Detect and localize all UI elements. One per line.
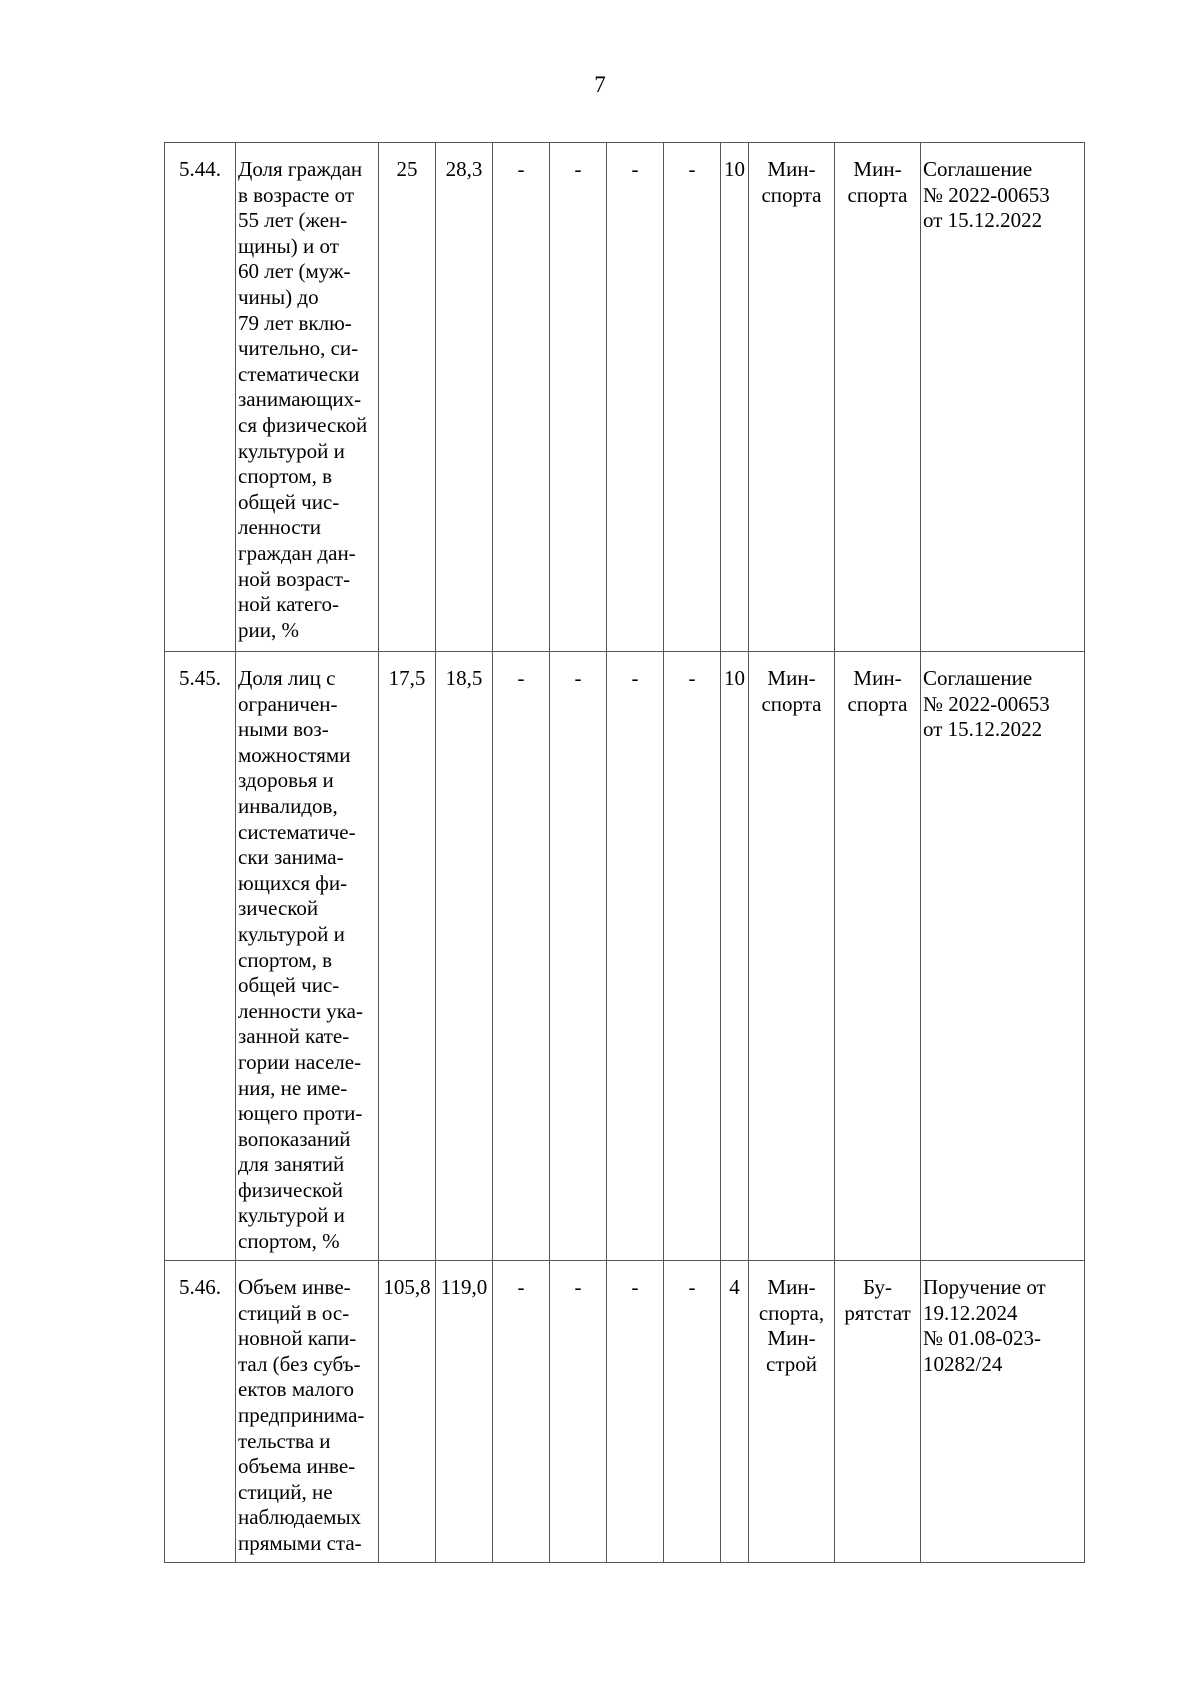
value-cell: - [493,652,550,1261]
indicator-name-line: щины) и от [238,233,339,258]
value-cell: - [607,652,664,1261]
indicator-name-line: занной кате- [238,1024,350,1049]
source-cell-line: спорта [847,182,908,207]
source-cell [835,652,921,1261]
indicator-name-line: рии, % [238,617,299,642]
indicator-name-line: стиций, не [238,1479,333,1504]
value-cell: 17,5 [379,652,436,1261]
indicator-name [236,652,379,1261]
basis-cell-line: 19.12.2024 [923,1300,1018,1325]
basis-cell [921,1261,1085,1563]
value-cell: 10 [721,143,749,652]
indicator-name-line: в возрасте от [238,182,355,207]
indicator-name-line: новной капи- [238,1326,357,1351]
indicator-name-line: систематиче- [238,819,356,844]
indicator-name-line: ски занима- [238,845,344,870]
indicator-name-line: зической [238,896,319,921]
responsible-cell-line: Мин- [767,1275,816,1299]
indicator-name-line: можностями [238,742,351,767]
row-number: 5.45. [165,652,236,1261]
indicator-name-line: спортом, в [238,947,332,972]
basis-cell-line: № 01.08-023- [923,1326,1042,1351]
indicator-name-line: культурой и [238,921,345,946]
source-cell [835,143,921,652]
value-cell: - [607,1261,664,1563]
indicator-name-line: ния, не име- [238,1075,348,1100]
indicator-name-line: стиций в ос- [238,1300,350,1325]
indicator-name-line: ющихся фи- [238,870,348,895]
row-number: 5.44. [165,143,236,652]
indicator-name-line: Доля граждан [238,157,363,181]
source-cell [835,1261,921,1563]
basis-cell-line: № 2022-00653 [923,182,1050,207]
basis-cell-line: 10282/24 [923,1351,1003,1376]
table-row [165,652,1085,1261]
responsible-cell-line: Мин- [767,666,816,690]
indicator-name-line: чины) до [238,284,319,309]
indicator-name-line: Доля лиц с [238,666,336,690]
source-cell-line: спорта [847,691,908,716]
basis-cell-line: от 15.12.2022 [923,717,1043,742]
indicator-name-line: стематически [238,361,360,386]
indicator-name-line: здоровья и [238,768,334,793]
responsible-cell-line: строй [766,1351,817,1376]
responsible-cell-line: спорта [761,182,822,207]
indicator-name-line: тал (без субъ- [238,1351,361,1376]
indicator-name [236,143,379,652]
source-cell-line: Мин- [853,157,902,181]
indicator-name-line: чительно, си- [238,336,359,361]
indicator-name-line: ными воз- [238,717,329,742]
indicator-name-line: спортом, % [238,1229,340,1254]
indicator-name-line: прямыми ста- [238,1530,362,1555]
indicator-name-line: ющего проти- [238,1101,363,1126]
basis-cell-line: Соглашение [923,157,1033,181]
value-cell: - [550,143,607,652]
indicator-name-line: инвалидов, [238,793,338,818]
responsible-cell [749,1261,835,1563]
value-cell: - [664,652,721,1261]
value-cell: 25 [379,143,436,652]
responsible-cell-line: Мин- [767,157,816,181]
basis-cell [921,652,1085,1261]
source-cell-line: Бу- [862,1275,893,1299]
value-cell: - [550,652,607,1261]
indicators-table [164,142,1085,1563]
indicator-name-line: занимающих- [238,387,362,412]
indicator-name-line: культурой и [238,1203,345,1228]
value-cell: - [664,143,721,652]
responsible-cell-line: Мин- [767,1326,816,1351]
basis-cell-line: № 2022-00653 [923,691,1050,716]
value-cell: 10 [721,652,749,1261]
value-cell: - [550,1261,607,1563]
basis-cell-line: Поручение от [923,1275,1046,1299]
table-body [165,143,1085,1563]
indicator-name-line: 55 лет (жен- [238,208,348,233]
value-cell: 4 [721,1261,749,1563]
value-cell: 18,5 [436,652,493,1261]
indicator-name-line: предпринима- [238,1402,365,1427]
table-row [165,143,1085,652]
indicator-name-line: ленности ука- [238,998,363,1023]
indicator-name-line: граждан дан- [238,540,356,565]
value-cell: 28,3 [436,143,493,652]
responsible-cell-line: спорта, [758,1300,825,1325]
indicator-name-line: ной катего- [238,592,339,617]
indicator-name-line: 60 лет (муж- [238,259,351,284]
basis-cell-line: Соглашение [923,666,1033,690]
indicator-name-line: гории населе- [238,1049,362,1074]
indicator-name-line: общей чис- [238,973,340,998]
indicator-name-line: ся физической [238,412,368,437]
basis-cell-line: от 15.12.2022 [923,208,1043,233]
indicator-name-line: спортом, в [238,464,332,489]
value-cell: 119,0 [436,1261,493,1563]
indicator-name-line: ной возраст- [238,566,351,591]
value-cell: 105,8 [379,1261,436,1563]
responsible-cell [749,143,835,652]
indicator-name-line: объема инве- [238,1454,356,1479]
indicator-name-line: ленности [238,515,322,540]
indicator-name-line: Объем инве- [238,1275,351,1299]
indicator-name-line: ограничен- [238,691,338,716]
table-row [165,1261,1085,1563]
value-cell: - [664,1261,721,1563]
source-cell-line: рятстат [844,1300,911,1325]
source-cell-line: Мин- [853,666,902,690]
row-number: 5.46. [165,1261,236,1563]
indicator-name-line: для занятий [238,1152,345,1177]
responsible-cell-line: спорта [761,691,822,716]
indicator-name [236,1261,379,1563]
basis-cell [921,143,1085,652]
value-cell: - [493,143,550,652]
indicator-name-line: 79 лет вклю- [238,310,352,335]
indicator-name-line: вопоказаний [238,1126,351,1151]
indicator-name-line: ектов малого [238,1377,355,1402]
indicator-name-line: культурой и [238,438,345,463]
indicator-name-line: общей чис- [238,489,340,514]
responsible-cell [749,652,835,1261]
indicator-name-line: тельства и [238,1428,331,1453]
indicator-name-line: физической [238,1177,343,1202]
value-cell: - [607,143,664,652]
page-number: 7 [594,72,606,97]
value-cell: - [493,1261,550,1563]
indicator-name-line: наблюдаемых [238,1505,362,1530]
